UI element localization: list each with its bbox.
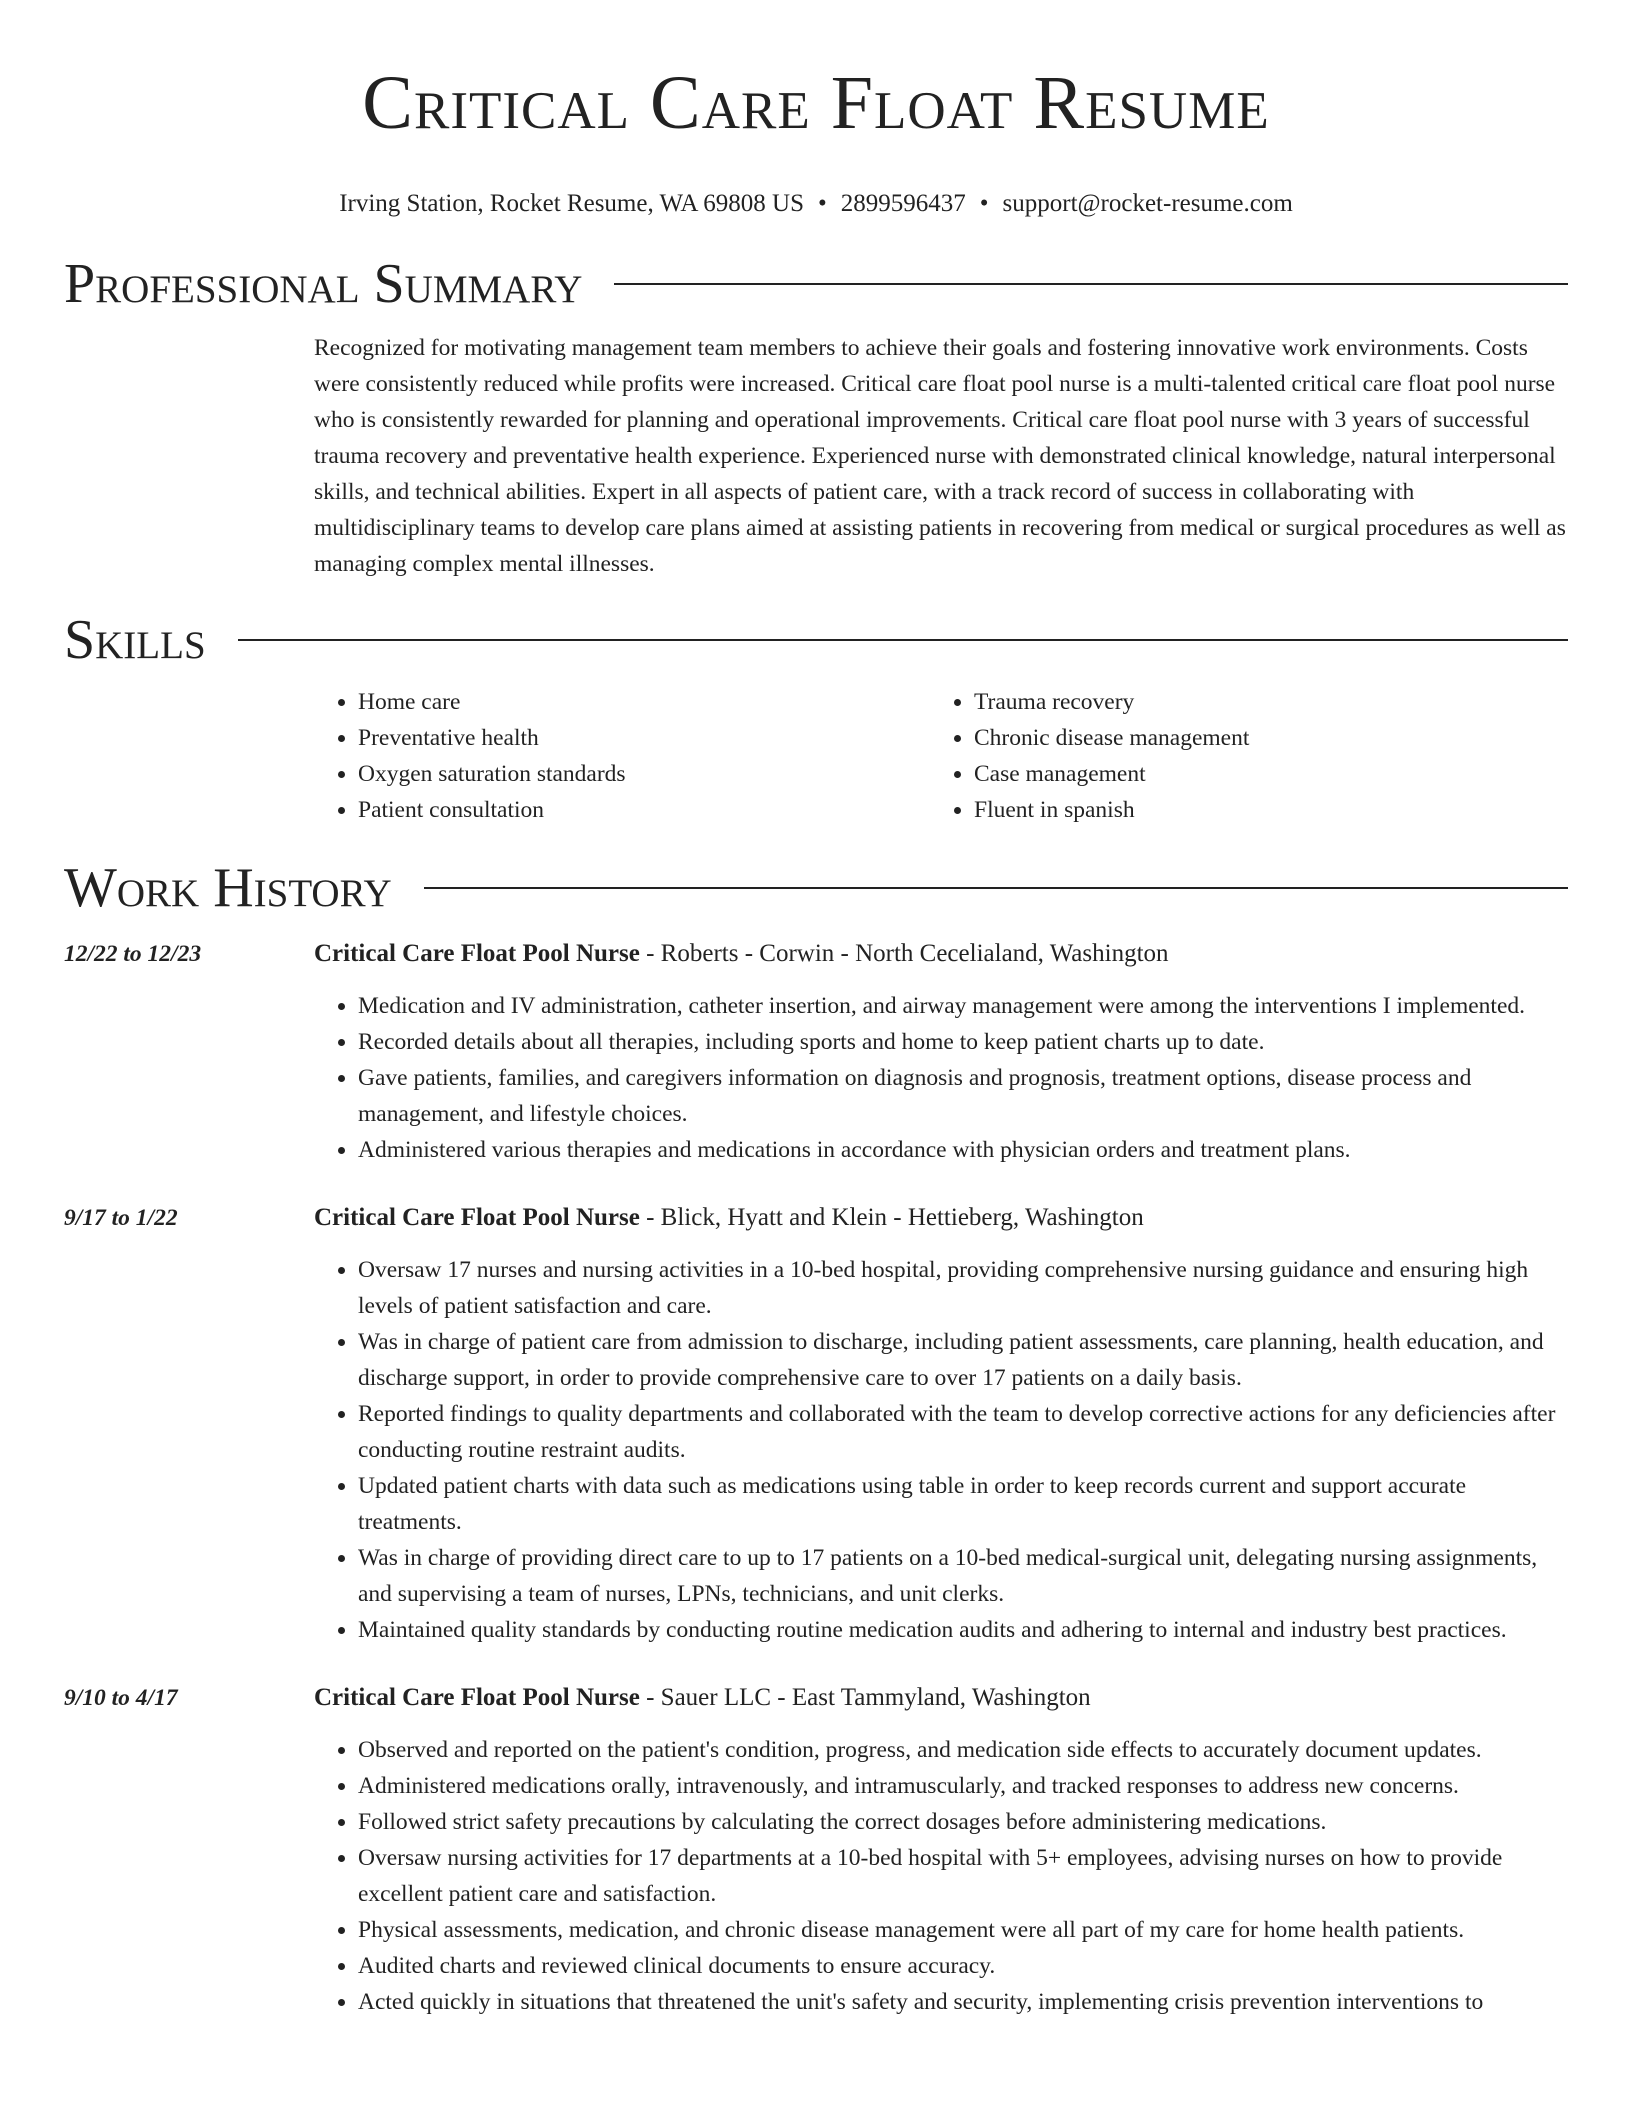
job-title: Critical Care Float Pool Nurse bbox=[314, 1204, 640, 1231]
skills-grid bbox=[314, 684, 1568, 828]
skill-item: • Fluent in spanish bbox=[974, 792, 1546, 828]
summary-text: Recognized for motivating management team members to achieve their goals and fostering innovative work environments. Costs were consistently reduced while profits were increased. Critical care float pool nurse is a multi-talented critical care float pool nurse who is consistently rewarded for planning and operational improvements. Critical care float pool nurse with 3 years of successful trauma recovery and preventative health experience. Experienced nurse with demonstrated clinical knowledge, natural interpersonal skills, and technical abilities. Expert in all aspects of patient care, with a track record of success in collaborating with multidisciplinary teams to develop care plans aimed at assisting patients in recovering from medical or surgical procedures as well as managing complex mental illnesses. bbox=[314, 335, 1566, 577]
summary-heading: Professional Summary bbox=[64, 253, 583, 315]
section-divider bbox=[424, 887, 1568, 889]
job-bullet: • Reported findings to quality departments and collaborated with the team to develop corrective actions for any deficiencies after conducting routine restraint audits. bbox=[358, 1396, 1568, 1468]
job-bullet: • Was in charge of patient care from admission to discharge, including patient assessments, care planning, health education, and discharge support, in order to provide comprehensive care to over 17 patients on a daily basis. bbox=[358, 1324, 1568, 1396]
skill-item: • Case management bbox=[974, 756, 1546, 792]
job-title-line bbox=[314, 1680, 1568, 1716]
skill-item: • Preventative health bbox=[358, 720, 930, 756]
summary-section bbox=[64, 254, 1568, 582]
job-bullet: • Oversaw 17 nurses and nursing activities in a 10-bed hospital, providing comprehensive nursing guidance and ensuring high levels of patient satisfaction and care. bbox=[358, 1252, 1568, 1324]
contact-phone: 2899596437 bbox=[840, 190, 966, 217]
job-bullet: • Acted quickly in situations that threatened the unit's safety and security, implementing crisis prevention interventions to bbox=[358, 1984, 1568, 2020]
job-entry bbox=[64, 1680, 1568, 2020]
job-bullet: • Updated patient charts with data such as medications using table in order to keep records current and support accurate treatments. bbox=[358, 1468, 1568, 1540]
job-employer: - Roberts - Corwin - North Cecelialand, Washington bbox=[639, 940, 1169, 967]
skills-heading-row bbox=[64, 610, 1568, 670]
job-title-line bbox=[314, 936, 1568, 972]
job-title: Critical Care Float Pool Nurse bbox=[314, 940, 640, 967]
job-bullet: • Gave patients, families, and caregivers information on diagnosis and prognosis, treatment options, disease process and management, and lifestyle choices. bbox=[358, 1060, 1568, 1132]
skills-heading: Skills bbox=[64, 609, 206, 671]
job-bullet: • Oversaw nursing activities for 17 departments at a 10-bed hospital with 5+ employees, advising nurses on how to provide excellent patient care and satisfaction. bbox=[358, 1840, 1568, 1912]
job-bullet: • Maintained quality standards by conducting routine medication audits and adhering to internal and industry best practices. bbox=[358, 1612, 1568, 1648]
job-details bbox=[314, 1680, 1568, 2020]
skills-section bbox=[64, 610, 1568, 828]
summary-heading-row bbox=[64, 254, 1568, 314]
contact-address: Irving Station, Rocket Resume, WA 69808 US bbox=[339, 190, 804, 217]
contact-separator: • bbox=[817, 190, 827, 217]
resume-title: Critical Care Float Resume bbox=[362, 61, 1270, 145]
skills-list-right bbox=[930, 684, 1546, 828]
job-bullet: • Administered various therapies and medications in accordance with physician orders and treatment plans. bbox=[358, 1132, 1568, 1168]
job-employer: - Blick, Hyatt and Klein - Hettieberg, Washington bbox=[639, 1204, 1144, 1231]
skill-item: • Trauma recovery bbox=[974, 684, 1546, 720]
work-history-section bbox=[64, 858, 1568, 2020]
job-bullets bbox=[314, 1732, 1568, 2020]
job-dates: 9/17 to 1/22 bbox=[64, 1205, 178, 1231]
job-bullet: • Was in charge of providing direct care to up to 17 patients on a 10-bed medical-surgical unit, delegating nursing assignments, and supervising a team of nurses, LPNs, technicians, and unit clerks. bbox=[358, 1540, 1568, 1612]
skill-item: • Chronic disease management bbox=[974, 720, 1546, 756]
job-details bbox=[314, 936, 1568, 1168]
job-title-line bbox=[314, 1200, 1568, 1236]
job-bullet: • Followed strict safety precautions by calculating the correct dosages before administering medications. bbox=[358, 1804, 1568, 1840]
job-employer: - Sauer LLC - East Tammyland, Washington bbox=[639, 1684, 1091, 1711]
job-bullet: • Observed and reported on the patient's condition, progress, and medication side effects to accurately document updates. bbox=[358, 1732, 1568, 1768]
work-history-heading-row bbox=[64, 858, 1568, 918]
job-entry bbox=[64, 936, 1568, 1168]
contact-separator: • bbox=[979, 190, 989, 217]
skills-list-left bbox=[314, 684, 930, 828]
job-bullet: • Audited charts and reviewed clinical documents to ensure accuracy. bbox=[358, 1948, 1568, 1984]
job-title: Critical Care Float Pool Nurse bbox=[314, 1684, 640, 1711]
job-bullet: • Administered medications orally, intravenously, and intramuscularly, and tracked responses to address new concerns. bbox=[358, 1768, 1568, 1804]
section-divider bbox=[238, 639, 1568, 641]
job-dates: 9/10 to 4/17 bbox=[64, 1685, 178, 1711]
skill-item: • Patient consultation bbox=[358, 792, 930, 828]
job-entry bbox=[64, 1200, 1568, 1648]
job-bullets bbox=[314, 988, 1568, 1168]
section-divider bbox=[614, 283, 1568, 285]
work-history-heading: Work History bbox=[64, 857, 392, 919]
job-bullet: • Physical assessments, medication, and chronic disease management were all part of my care for home health patients. bbox=[358, 1912, 1568, 1948]
job-bullet: • Recorded details about all therapies, including sports and home to keep patient charts up to date. bbox=[358, 1024, 1568, 1060]
skill-item: • Home care bbox=[358, 684, 930, 720]
skill-item: • Oxygen saturation standards bbox=[358, 756, 930, 792]
job-bullet: • Medication and IV administration, catheter insertion, and airway management were among the interventions I implemented. bbox=[358, 988, 1568, 1024]
job-dates: 12/22 to 12/23 bbox=[64, 941, 202, 967]
job-bullets bbox=[314, 1252, 1568, 1648]
contact-line bbox=[64, 188, 1568, 220]
job-details bbox=[314, 1200, 1568, 1648]
contact-email: support@rocket-resume.com bbox=[1002, 190, 1293, 217]
